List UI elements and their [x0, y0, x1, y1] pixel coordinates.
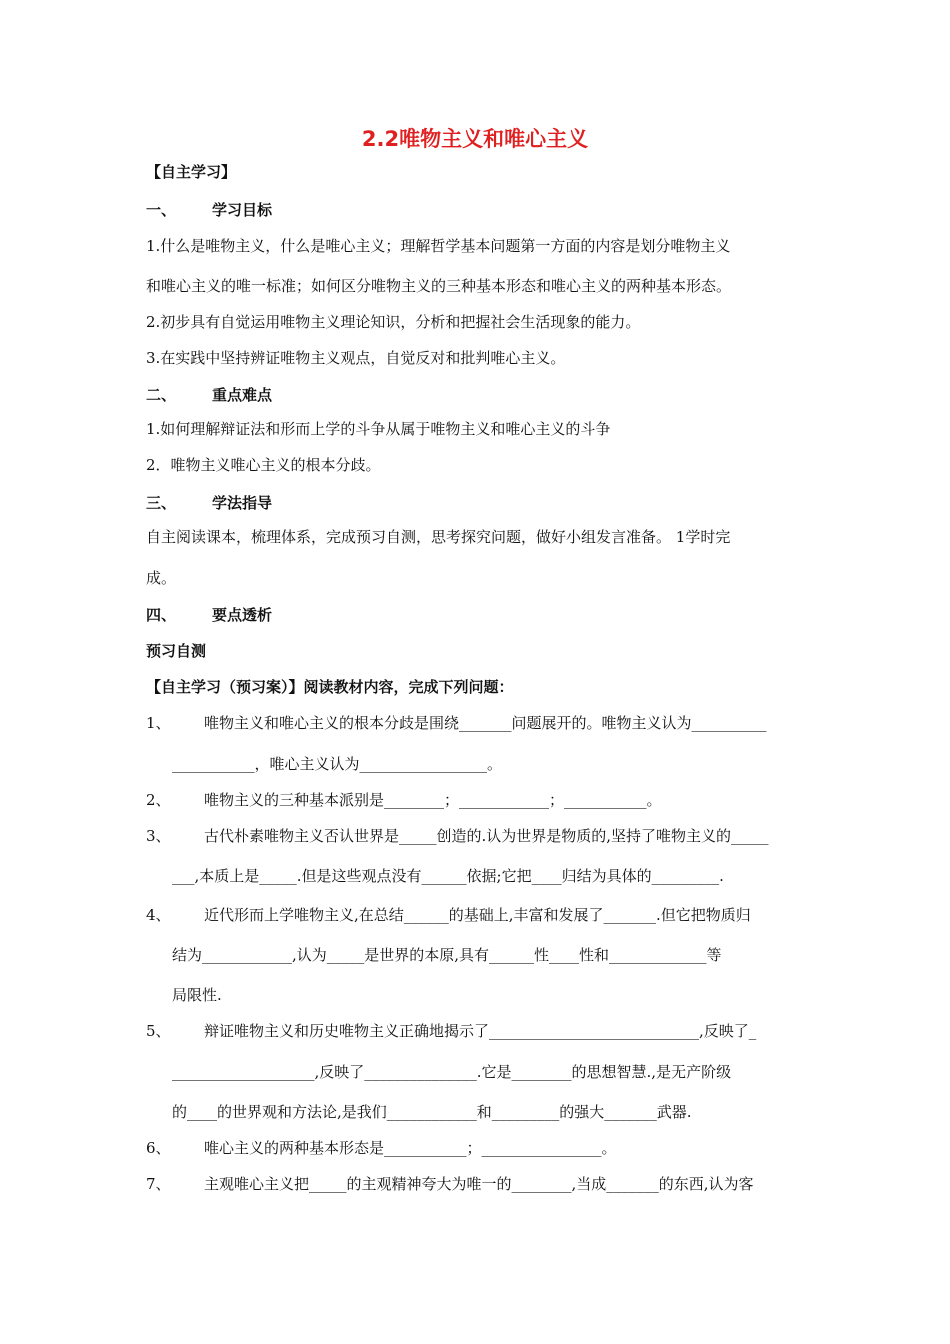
- question-number: 6、: [146, 1139, 171, 1157]
- heading-method: [146, 493, 272, 513]
- question-number: 1、: [146, 714, 171, 732]
- key-point-2: 2．唯物主义唯心主义的根本分歧。: [146, 456, 381, 474]
- heading-analysis: [146, 605, 272, 625]
- question-text: 唯物主义和唯心主义的根本分歧是围绕_______问题展开的。唯物主义认为__________: [204, 714, 767, 732]
- heading-label: 学法指导: [212, 494, 273, 512]
- question-6-line-1: [146, 1138, 617, 1158]
- question-text: 古代朴素唯物主义否认世界是_____创造的.认为世界是物质的,坚持了唯物主义的_____: [204, 827, 769, 845]
- heading-objectives: [146, 200, 272, 220]
- objective-3: 3.在实践中坚持辨证唯物主义观点，自觉反对和批判唯心主义。: [146, 349, 566, 367]
- question-text: 唯物主义的三种基本派别是________；____________；___________。: [204, 791, 662, 809]
- question-7-line-1: [146, 1174, 754, 1194]
- question-number: 2、: [146, 791, 171, 809]
- question-text: 唯心主义的两种基本形态是___________；________________。: [204, 1139, 617, 1157]
- heading-key-points: [146, 385, 272, 405]
- question-1-line-1: [146, 713, 767, 733]
- heading-number: 三、: [146, 494, 177, 512]
- heading-label: 学习目标: [212, 201, 273, 219]
- objective-1-line-2: 和唯心主义的唯一标准；如何区分唯物主义的三种基本形态和唯心主义的两种基本形态。: [146, 277, 732, 295]
- method-line-1: 自主阅读课本，梳理体系，完成预习自测，思考探究问题，做好小组发言准备。 1学时完: [146, 528, 731, 546]
- question-text: 主观唯心主义把_____的主观精神夸大为唯一的________,当成_______的东西,认为客: [204, 1175, 754, 1193]
- page-title: 2.2唯物主义和唯心主义: [361, 127, 589, 151]
- objective-2: 2.初步具有自觉运用唯物主义理论知识，分析和把握社会生活现象的能力。: [146, 313, 641, 331]
- question-3-line-2: ___,本质上是_____.但是这些观点没有______依据;它把____归结为具体的_________.: [172, 867, 724, 885]
- question-5-line-3: 的____的世界观和方法论,是我们____________和_________的强大_______武器.: [172, 1103, 692, 1121]
- preview-heading: 预习自测: [146, 642, 207, 660]
- heading-number: 四、: [146, 606, 177, 624]
- question-4-line-1: [146, 905, 751, 925]
- section-heading-self-study: 【自主学习】: [146, 163, 237, 181]
- heading-label: 要点透析: [212, 606, 273, 624]
- question-3-line-1: [146, 826, 769, 846]
- heading-label: 重点难点: [212, 386, 273, 404]
- objective-1-line-1: 1.什么是唯物主义，什么是唯心主义；理解哲学基本问题第一方面的内容是划分唯物主义: [146, 237, 731, 255]
- method-line-2: 成。: [146, 569, 177, 587]
- instruction-line: 【自主学习（预习案）】阅读教材内容，完成下列问题：: [146, 678, 514, 696]
- question-number: 3、: [146, 827, 171, 845]
- question-4-line-2: 结为____________,认为_____是世界的本原,具有______性____性和_____________等: [172, 946, 722, 964]
- question-number: 7、: [146, 1175, 171, 1193]
- question-number: 4、: [146, 906, 171, 924]
- question-5-line-2: ___________________,反映了_______________.它是________的思想智慧.,是无产阶级: [172, 1063, 732, 1081]
- heading-number: 一、: [146, 201, 177, 219]
- question-2-line-1: [146, 790, 662, 810]
- question-4-line-3: 局限性.: [172, 986, 222, 1004]
- question-1-line-2: ___________，唯心主义认为_________________。: [172, 755, 503, 773]
- heading-number: 二、: [146, 386, 177, 404]
- question-text: 近代形而上学唯物主义,在总结______的基础上,丰富和发展了_______.但它把物质归: [204, 906, 751, 924]
- question-text: 辩证唯物主义和历史唯物主义正确地揭示了____________________________,反映了_: [204, 1022, 757, 1040]
- key-point-1: 1.如何理解辩证法和形而上学的斗争从属于唯物主义和唯心主义的斗争: [146, 420, 611, 438]
- question-5-line-1: [146, 1021, 756, 1041]
- question-number: 5、: [146, 1022, 171, 1040]
